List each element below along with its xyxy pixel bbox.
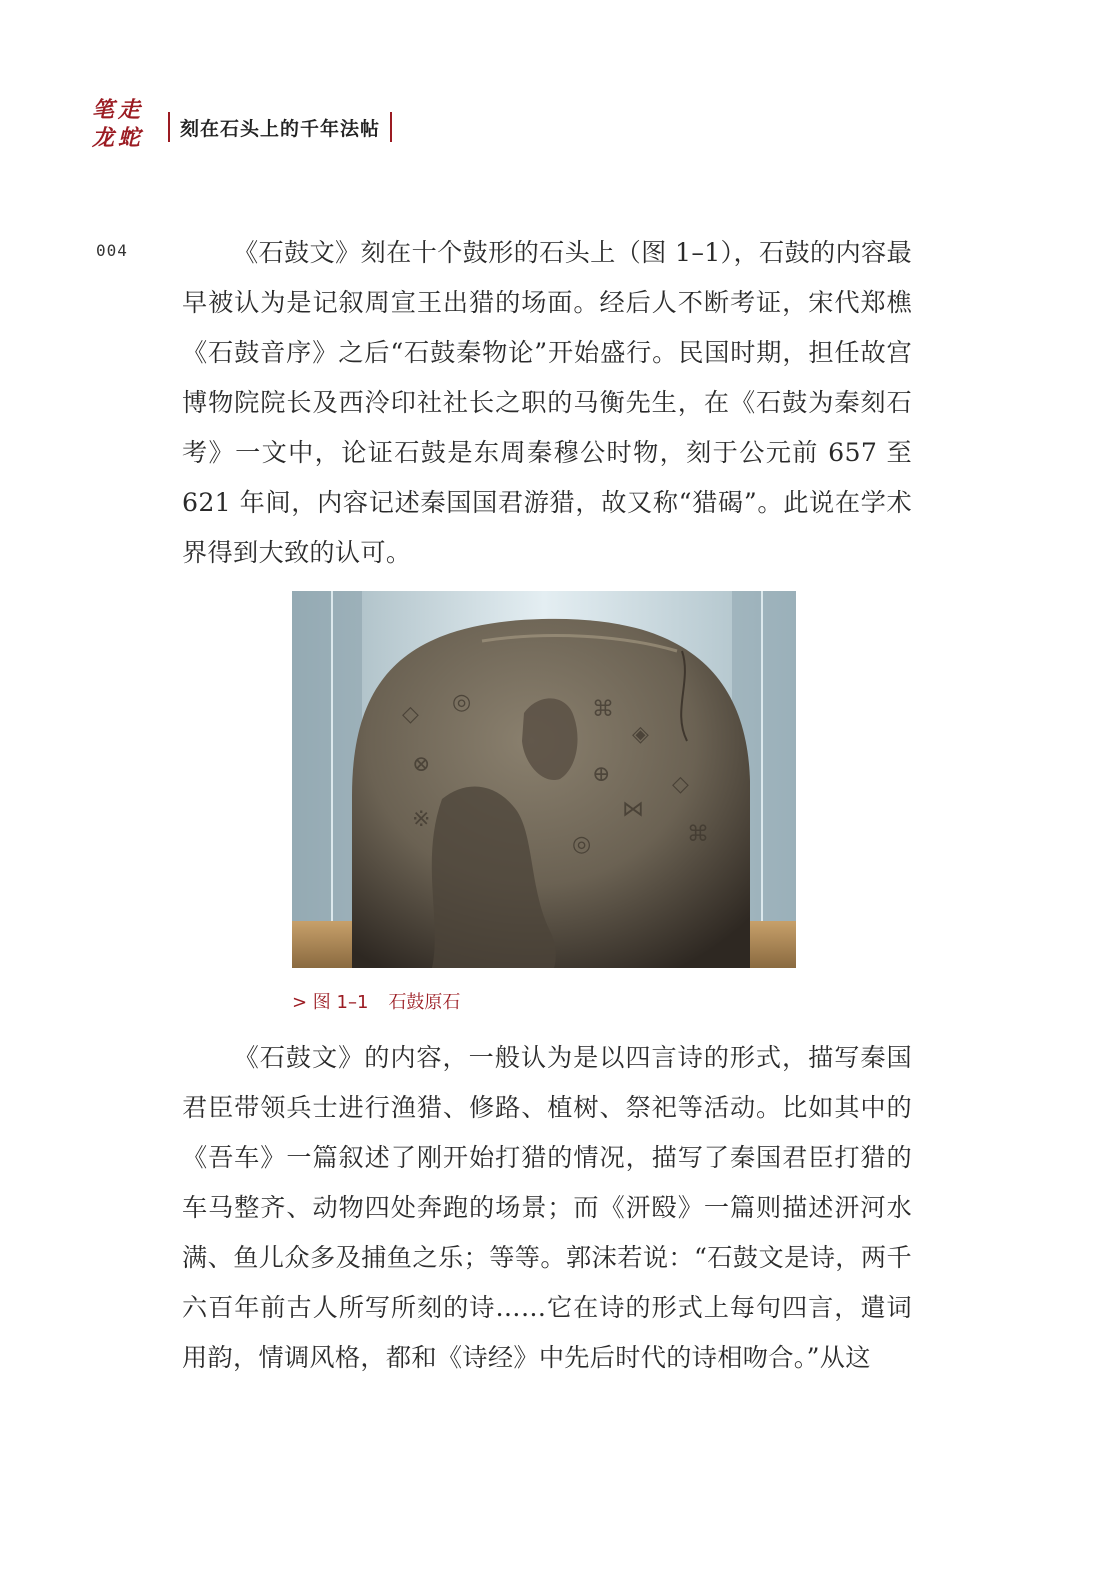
svg-text:◎: ◎ — [452, 690, 472, 715]
body-paragraph — [182, 1033, 912, 1383]
svg-text:◇: ◇ — [402, 702, 419, 727]
svg-text:⌘: ⌘ — [687, 822, 709, 847]
paragraph-text: 《石鼓文》的内容，一般认为是以四言诗的形式，描写秦国君臣带领兵士进行渔猎、修路、植树、祭祀等活动。比如其中的《吾车》一篇叙述了刚开始打猎的情况，描写了秦国君臣打猎的车马整齐、动物四处奔跑的场景；而《汧殹》一篇则描述汧河水满、鱼儿众多及捕鱼之乐；等等。郭沫若说：“石鼓文是诗，两千六百年前古人所写所刻的诗……它在诗的形式上每句四言，遣词用韵，情调风格，都和《诗经》中先后时代的诗相吻合。”从这 — [182, 1043, 912, 1372]
caption-number: > 图 1–1 — [292, 992, 369, 1013]
body-paragraph — [182, 228, 912, 578]
svg-text:⊗: ⊗ — [412, 752, 431, 777]
svg-text:◈: ◈ — [632, 722, 649, 747]
divider — [390, 112, 392, 142]
paragraph-text: 《石鼓文》刻在十个鼓形的石头上（图 1–1），石鼓的内容最早被认为是记叙周宣王出猎的场面。经后人不断考证，宋代郑樵《石鼓音序》之后“石鼓秦物论”开始盛行。民国时期，担任故宫博物院院长及西泠印社社长之职的马衡先生，在《石鼓为秦刻石考》一文中，论证石鼓是东周秦穆公时物，刻于公元前 657 至 621 年间，内容记述秦国国君游猎，故又称“猎碣”。此说在学术界得到大致的认可。 — [182, 238, 912, 567]
svg-text:⌘: ⌘ — [592, 697, 614, 722]
svg-text:※: ※ — [412, 807, 431, 832]
stone-drum-photo — [292, 591, 796, 968]
svg-text:◇: ◇ — [672, 772, 689, 797]
svg-text:◎: ◎ — [572, 832, 592, 857]
logo-char: 笔 — [92, 98, 115, 123]
svg-text:⊕: ⊕ — [592, 762, 611, 787]
logo-char: 蛇 — [118, 126, 141, 151]
running-head — [168, 112, 392, 142]
logo-char: 走 — [118, 98, 141, 123]
running-title: 刻在石头上的千年法帖 — [180, 117, 381, 140]
logo-char: 龙 — [92, 126, 115, 151]
series-logo — [92, 100, 144, 152]
caption-text: 石鼓原石 — [388, 992, 461, 1013]
page-number: 004 — [96, 241, 128, 260]
figure-caption — [292, 988, 460, 1014]
svg-text:⋈: ⋈ — [622, 797, 644, 822]
